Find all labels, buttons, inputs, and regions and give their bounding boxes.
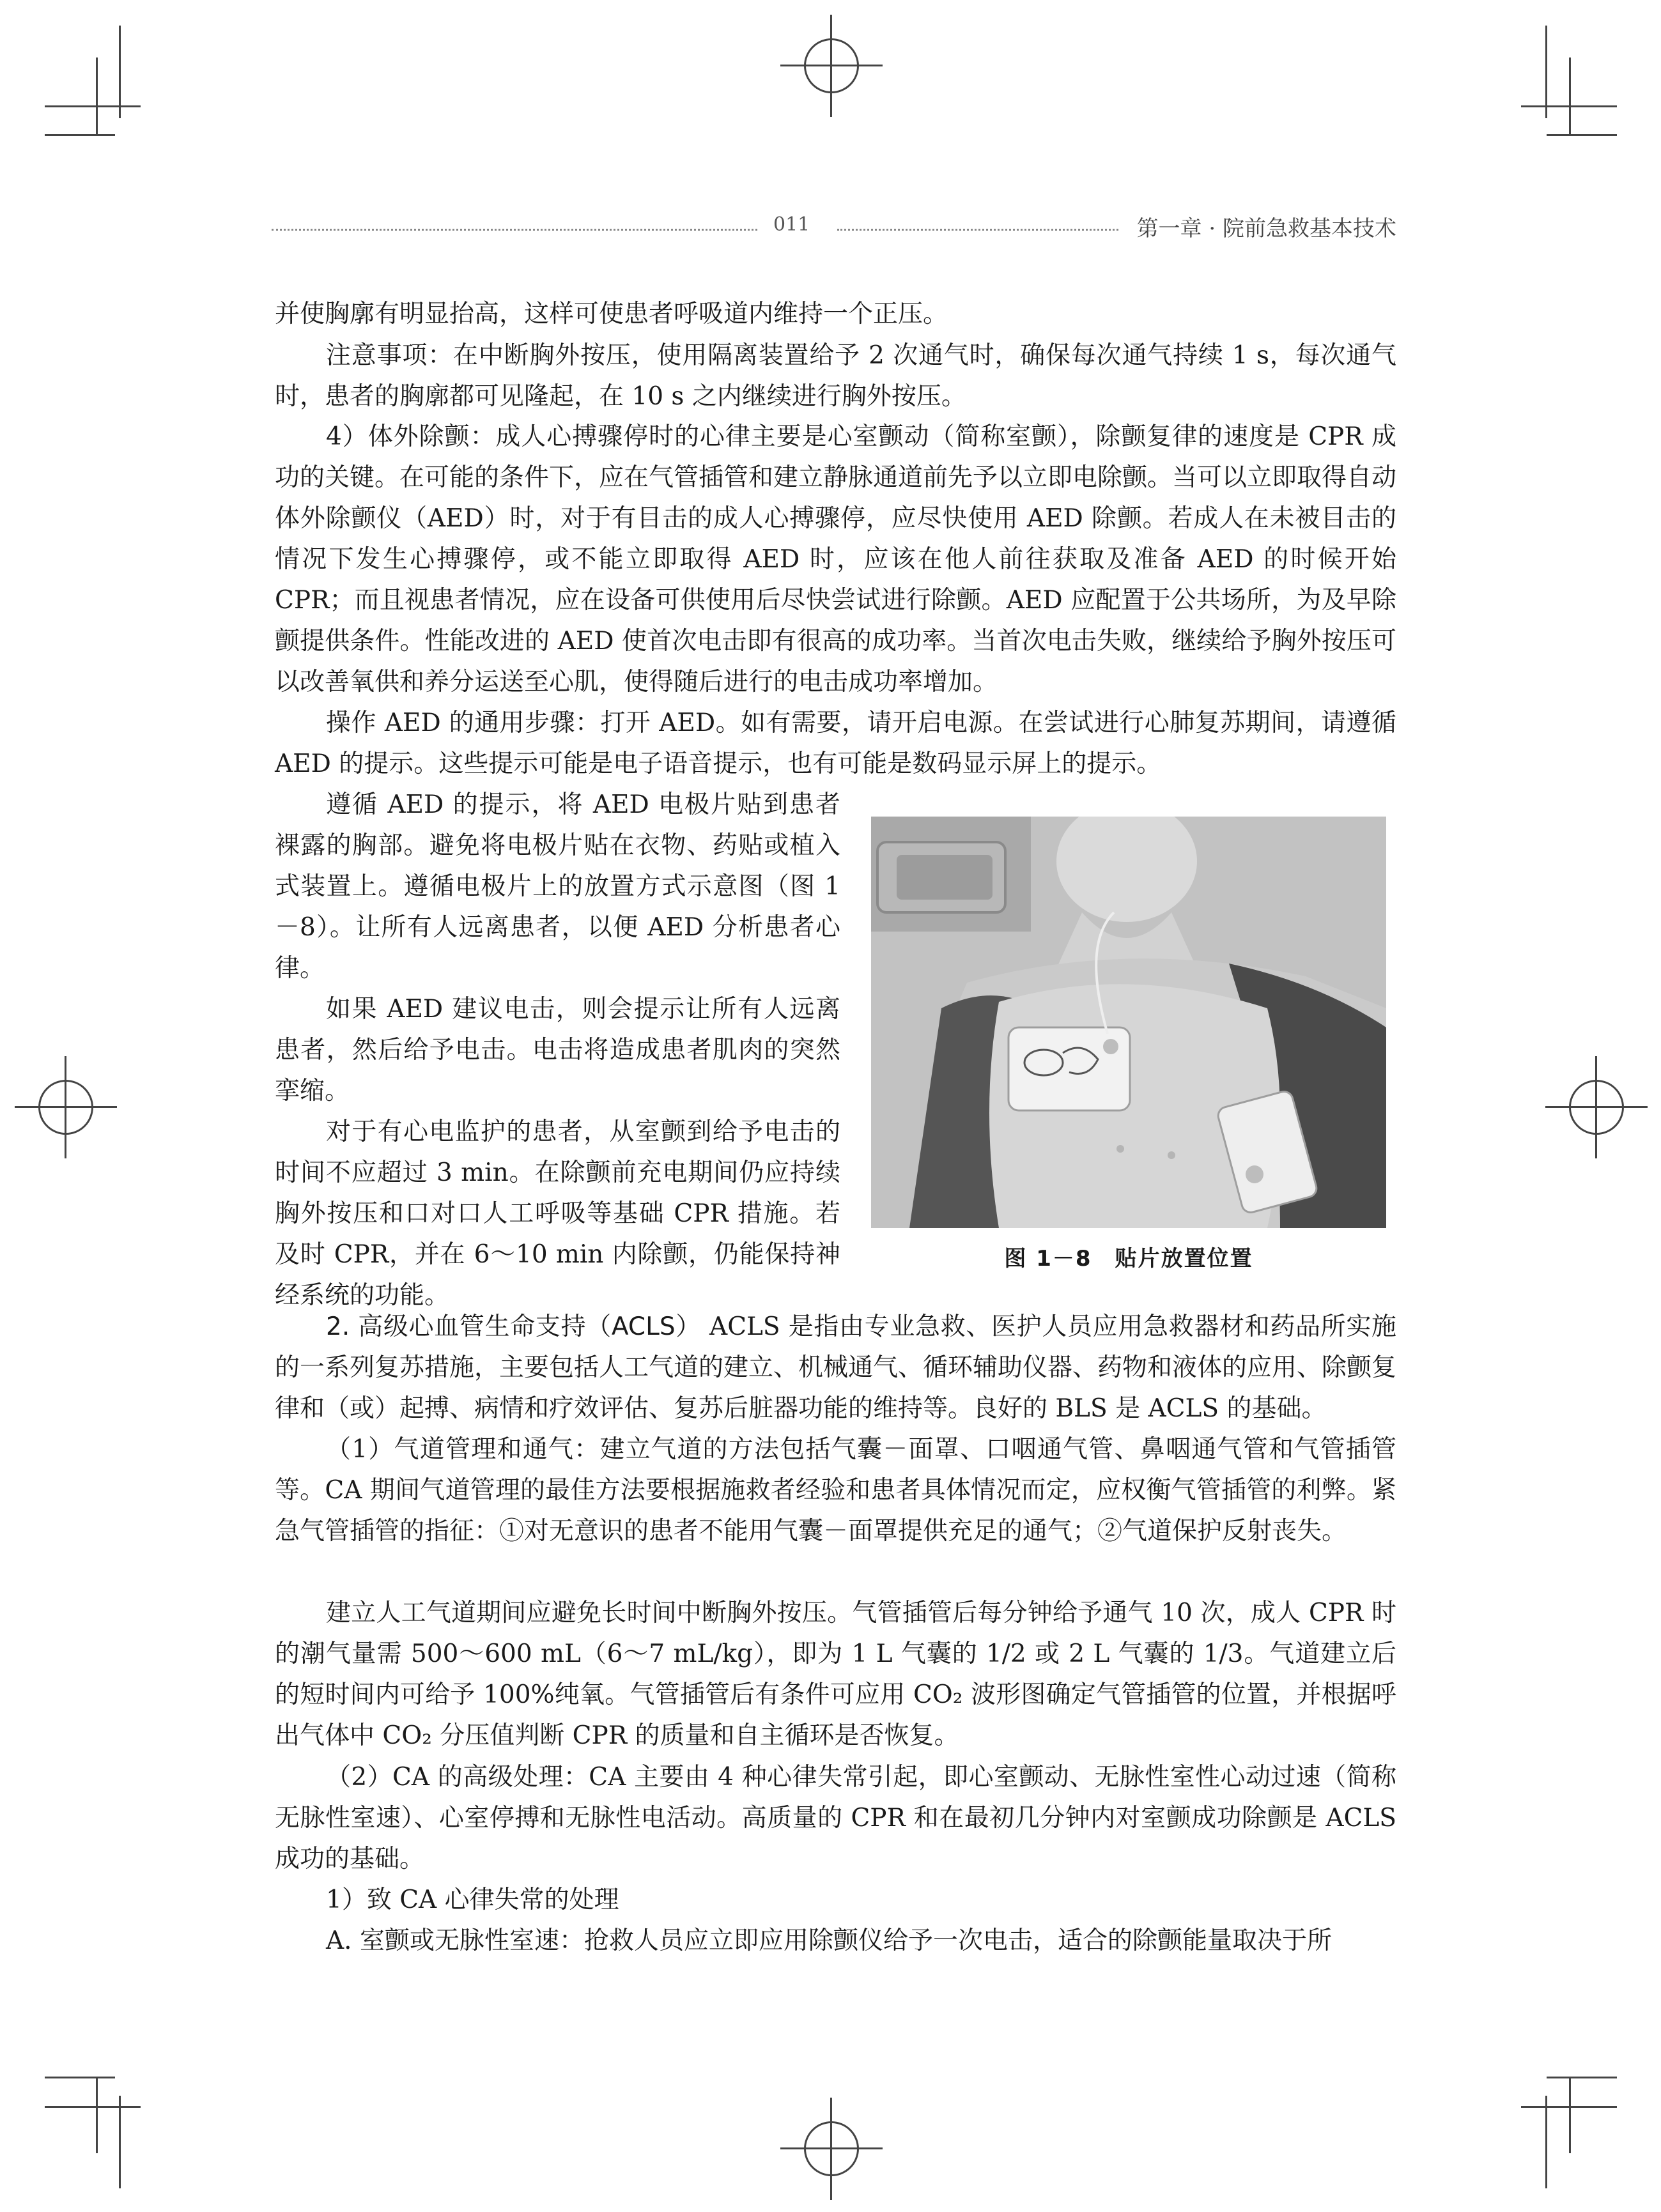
page-number: 011 [773, 213, 810, 236]
paragraph-6: 如果 AED 建议电击，则会提示让所有人远离患者，然后给予电击。电击将造成患者肌肉的突然挛缩。 [275, 995, 840, 1105]
crop-mark-bottom-right-v2 [1569, 2077, 1571, 2153]
section-heading-acls: 2. 高级心血管生命支持（ACLS） [326, 1312, 701, 1341]
chapter-title: 第一章 · 院前急救基本技术 [1136, 216, 1396, 242]
aed-manikin-photo [871, 817, 1386, 1228]
crop-mark-bottom-left-h [45, 2106, 141, 2108]
paragraph-9: （1）气道管理和通气：建立气道的方法包括气囊－面罩、口咽通气管、鼻咽通气管和气管插管等。CA 期间气道管理的最佳方法要根据施救者经验和患者具体情况而定，应权衡气管插管的利弊。紧急气管插管的指征：①对无意识的患者不能用气囊－面罩提供充足的通气；②气道保护反射丧失。 [275, 1435, 1396, 1546]
header-rule-left [272, 229, 757, 231]
paragraph-2: 注意事项：在中断胸外按压，使用隔离装置给予 2 次通气时，确保每次通气持续 1 s，每次通气时，患者的胸廓都可见隆起，在 10 s 之内继续进行胸外按压。 [275, 341, 1396, 411]
running-header [272, 213, 1396, 242]
paragraph-12: 1）致 CA 心律失常的处理 [326, 1886, 619, 1914]
crop-mark-top-left-h2 [45, 134, 115, 136]
crop-mark-top-left-v [119, 26, 121, 118]
paragraph-3: 4）体外除颤：成人心搏骤停时的心律主要是心室颤动（简称室颤），除颤复律的速度是 CPR 成功的关键。在可能的条件下，应在气管插管和建立静脉通道前先予以立即电除颤。当可以立即取得自动体外除颤仪（AED）时，对于有目击的成人心搏骤停，应尽快使用 AED 除颤。若成人在未被目击的情况下发生心搏骤停，或不能立即取得 AED 时，应该在他人前往获取及准备 AED 的时候开始 CPR；而且视患者情况，应在设备可供使用后尽快尝试进行除颤。AED 应配置于公共场所，为及早除颤提供条件。性能改进的 AED 使首次电击即有很高的成功率。当首次电击失败，继续给予胸外按压可以改善氧供和养分运送至心肌，使得随后进行的电击成功率增加。 [275, 422, 1397, 696]
figure-caption: 图 1－8 贴片放置位置 [1004, 1246, 1253, 1271]
crop-mark-bottom-right-v [1545, 2096, 1547, 2188]
paragraph-4: 操作 AED 的通用步骤：打开 AED。如有需要，请开启电源。在尝试进行心肺复苏期间，请遵循 AED 的提示。这些提示可能是电子语音提示，也有可能是数码显示屏上的提示。 [275, 709, 1396, 778]
paragraph-5: 遵循 AED 的提示，将 AED 电极片贴到患者裸露的胸部。避免将电极片贴在衣物、药贴或植入式装置上。遵循电极片上的放置方式示意图（图 1－8）。让所有人远离患者，以便 AED 分析患者心律。 [275, 790, 840, 983]
header-rule-right [837, 229, 1118, 231]
figure-aed-pad-placement [871, 817, 1386, 1228]
paragraph-8 [275, 1307, 1396, 1429]
paragraph-11: （2）CA 的高级处理：CA 主要由 4 种心律失常引起，即心室颤动、无脉性室性心动过速（简称无脉性室速）、心室停搏和无脉性电活动。高质量的 CPR 和在最初几分钟内对室颤成功除颤是 ACLS 成功的基础。 [275, 1763, 1396, 1873]
paragraph-13: A. 室颤或无脉性室速：抢救人员应立即应用除颤仪给予一次电击，适合的除颤能量取决于所 [326, 1926, 1332, 1955]
registration-mark-bottom [804, 2121, 859, 2176]
registration-mark-top [804, 38, 859, 93]
registration-mark-left [38, 1080, 93, 1135]
crop-mark-top-right-v2 [1569, 58, 1571, 134]
crop-mark-bottom-left-v [119, 2096, 121, 2188]
paragraph-8-body: ACLS 是指由专业急救、医护人员应用急救器材和药品所实施的一系列复苏措施，主要包括人工气道的建立、机械通气、循环辅助仪器、药物和液体的应用、除颤复律和（或）起搏、病情和疗效评估、复苏后脏器功能的维持等。良好的 BLS 是 ACLS 的基础。 [275, 1312, 1397, 1423]
paragraph-7: 对于有心电监护的患者，从室颤到给予电击的时间不应超过 3 min。在除颤前充电期间仍应持续胸外按压和口对口人工呼吸等基础 CPR 措施。若及时 CPR，并在 6～10 min 内除颤，仍能保持神经系统的功能。 [275, 1118, 840, 1310]
crop-mark-bottom-left-v2 [96, 2077, 98, 2153]
paragraph-10: 建立人工气道期间应避免长时间中断胸外按压。气管插管后每分钟给予通气 10 次，成人 CPR 时的潮气量需 500～600 mL（6～7 mL/kg），即为 1 L 气囊的 1/2 或 2 L 气囊的 1/3。气道建立后的短时间内可给予 100%纯氧。气管插管后有条件可应用 CO₂ 波形图确定气管插管的位置，并根据呼出气体中 CO₂ 分压值判断 CPR 的质量和自主循环是否恢复。 [275, 1599, 1396, 1750]
paragraph-1: 并使胸廓有明显抬高，这样可使患者呼吸道内维持一个正压。 [275, 300, 948, 328]
crop-mark-bottom-right-h2 [1547, 2077, 1617, 2078]
crop-mark-bottom-left-h2 [45, 2077, 115, 2078]
registration-mark-right [1569, 1080, 1624, 1135]
crop-mark-top-left-v2 [96, 58, 98, 134]
crop-mark-top-right-h2 [1547, 134, 1617, 136]
crop-mark-top-right-v [1545, 26, 1547, 118]
crop-mark-top-left-h [45, 105, 141, 107]
